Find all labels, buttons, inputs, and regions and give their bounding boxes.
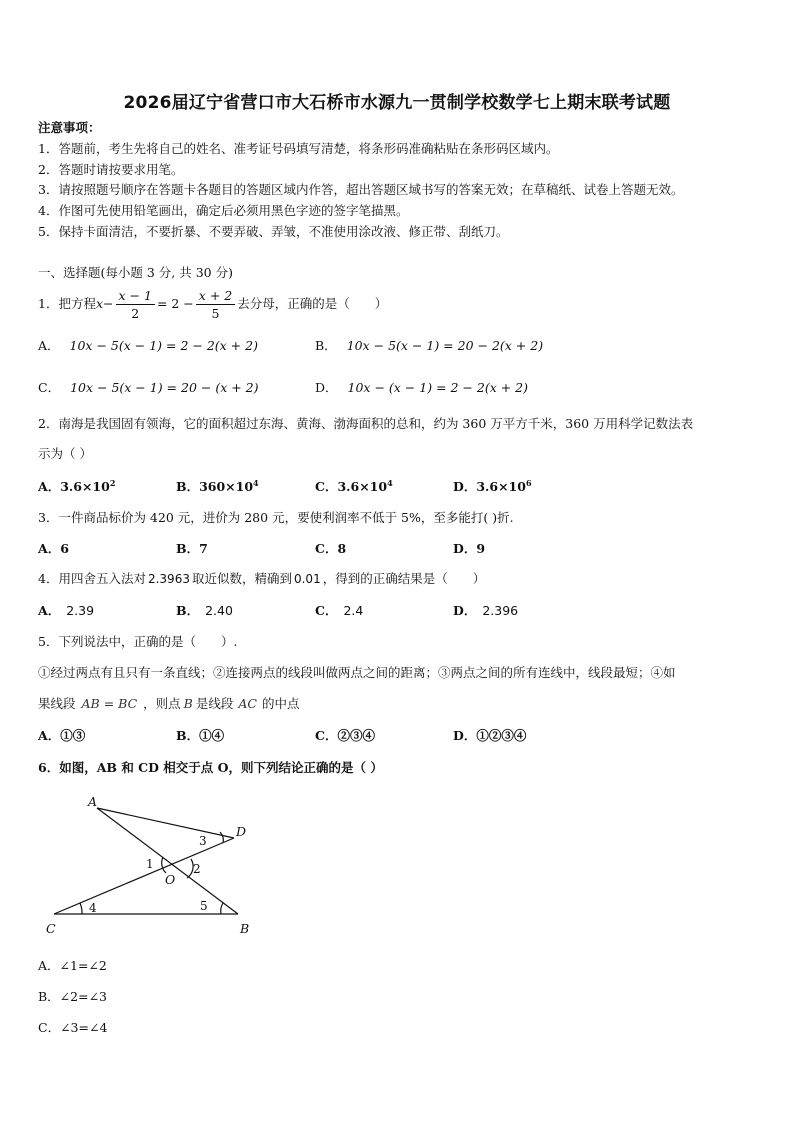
q1-option-c-text: 10x − 5(x − 1) = 20 − (x + 2): [70, 380, 259, 395]
q4-option-d[interactable]: [453, 603, 518, 619]
q2-option-c-exponent: 4: [387, 478, 393, 488]
q4-option-c-text: 2.4: [343, 603, 364, 618]
angle-5-arc: [221, 903, 223, 914]
q3-option-c[interactable]: C．8: [315, 541, 347, 556]
q2-option-a[interactable]: [38, 479, 115, 495]
q1-option-c-label: C．: [38, 380, 61, 395]
q2-option-b[interactable]: [176, 479, 259, 495]
q2-option-d-text: D．3.6×10: [453, 479, 526, 494]
q2-option-d-exponent: 6: [525, 478, 532, 488]
question-5-statements-line-1: ①经过两点有且只有一条直线；②连接两点的线段叫做两点之间的距离；③两点之间的所有连线中，线段最短；④如: [38, 665, 676, 680]
q4-option-a[interactable]: [38, 603, 94, 619]
angle-4-arc: [80, 903, 82, 914]
q4-option-b-text: 2.40: [205, 603, 233, 618]
q3-option-a[interactable]: A．6: [38, 541, 69, 556]
angle-1-label: 1: [146, 857, 154, 871]
q2-option-a-exponent: 2: [109, 478, 116, 488]
q4-option-c-label: C．: [315, 603, 338, 618]
q1-option-c[interactable]: [38, 380, 259, 396]
q2-option-b-exponent: 4: [253, 478, 259, 488]
page-title: 2026届辽宁省营口市大石桥市水源九一贯制学校数学七上期末联考试题: [123, 93, 671, 113]
q5-line2-math: AB = BC: [81, 696, 138, 711]
q1-option-d[interactable]: [315, 380, 528, 396]
question-3: 3．一件商品标价为 420 元，进价为 280 元，要使利润率不低于 5%，至多能打( )折.: [38, 510, 514, 525]
q2-option-c-text: C．3.6×10: [315, 479, 388, 494]
notice-item-5: 5．保持卡面清洁，不要折暴、不要弄破、弄皱，不准使用涂改液、修正带、刮纸刀。: [38, 224, 509, 239]
q2-option-a-text: A．3.6×10: [38, 479, 110, 494]
q4-option-a-label: A．: [38, 603, 61, 618]
q2-option-b-text: B．360×10: [176, 479, 254, 494]
question-5: 5．下列说法中，正确的是（ ）.: [38, 634, 238, 649]
q1-option-a-text: 10x − 5(x − 1) = 2 − 2(x + 2): [69, 338, 258, 353]
angle-5-label: 5: [200, 899, 208, 913]
q4-value-1: 2.3963: [147, 572, 190, 586]
q1-x: x: [95, 296, 104, 311]
notice-item-2: 2．答题时请按要求用笔。: [38, 162, 184, 177]
q4-option-a-text: 2.39: [66, 603, 95, 618]
q5-line2-d: 是线段: [195, 696, 234, 711]
q3-option-d[interactable]: D．9: [453, 541, 486, 556]
section-heading: 一、选择题(每小题 3 分, 共 30 分): [38, 265, 233, 280]
q3-option-b[interactable]: B．7: [176, 541, 208, 556]
q5-line2-b: ，则点: [143, 696, 181, 711]
q4-text-1: 4．用四舍五入法对: [38, 571, 146, 586]
q5-line2-point-b: B: [183, 696, 193, 711]
q5-line2-ac: AC: [238, 696, 257, 711]
q1-prefix: 1．把方程: [38, 296, 96, 311]
q6-option-b[interactable]: B．∠2=∠3: [38, 989, 108, 1004]
question-6: 6．如图，AB 和 CD 相交于点 O，则下列结论正确的是（ ）: [38, 760, 383, 775]
q4-option-d-label: D．: [453, 603, 477, 618]
q4-option-b-label: B．: [176, 603, 200, 618]
q1-fraction-1: [116, 288, 155, 321]
q4-option-d-text: 2.396: [482, 603, 519, 618]
q1-option-d-label: D．: [315, 380, 338, 395]
q4-value-2: 0.01: [293, 572, 321, 586]
question-5-statements-line-2: [38, 696, 299, 712]
q2-option-d[interactable]: [453, 479, 532, 495]
label-c: C: [46, 921, 56, 936]
notice-item-4: 4．作图可先使用铅笔画出，确定后必须用黑色字迹的签字笔描黑。: [38, 203, 409, 218]
q4-text-3: ，得到的正确结果是（ ）: [322, 571, 486, 586]
q1-option-b[interactable]: [315, 338, 543, 354]
q1-option-a[interactable]: [38, 338, 258, 354]
q4-text-2: 取近似数，精确到: [191, 571, 292, 586]
label-b: B: [240, 921, 250, 936]
q5-line2-a: 果线段: [38, 696, 76, 711]
intersecting-lines-figure: [36, 788, 266, 948]
q2-option-c[interactable]: [315, 479, 393, 495]
angle-2-label: 2: [193, 862, 201, 876]
q1-option-b-text: 10x − 5(x − 1) = 20 − 2(x + 2): [346, 338, 544, 353]
question-1: [38, 287, 387, 321]
angle-3-label: 3: [199, 834, 207, 848]
q6-option-c[interactable]: C．∠3=∠4: [38, 1020, 108, 1035]
label-a: A: [88, 794, 98, 809]
q1-tail: 去分母，正确的是（ ）: [237, 296, 388, 311]
question-4: [38, 571, 485, 587]
q1-fraction-1-numerator: x − 1: [116, 288, 155, 305]
label-o: O: [165, 872, 176, 887]
q1-minus: −: [103, 296, 114, 311]
q1-fraction-2-denominator: 5: [211, 306, 220, 321]
q1-fraction-2: [196, 288, 235, 321]
notice-item-1: 1．答题前，考生先将自己的姓名、准考证号码填写清楚，将条形码准确粘贴在条形码区域内。: [38, 141, 559, 156]
q1-option-b-label: B．: [315, 338, 337, 353]
q4-option-b[interactable]: [176, 603, 233, 619]
q5-line2-f: 的中点: [261, 696, 300, 711]
q1-option-a-label: A．: [38, 338, 60, 353]
q5-option-c[interactable]: C．②③④: [315, 728, 375, 743]
q1-fraction-2-numerator: x + 2: [196, 288, 235, 305]
q5-option-b[interactable]: B．①④: [176, 728, 225, 743]
angle-3-arc: [220, 832, 223, 843]
q1-option-d-text: 10x − (x − 1) = 2 − 2(x + 2): [347, 380, 529, 395]
notice-heading: 注意事项：: [38, 120, 101, 135]
q1-fraction-1-denominator: 2: [131, 306, 140, 321]
label-d: D: [236, 824, 247, 839]
q4-option-c[interactable]: [315, 603, 363, 619]
q5-option-a[interactable]: A．①③: [38, 728, 86, 743]
question-2-line-2: 示为（ ）: [38, 446, 92, 461]
q6-option-a[interactable]: A．∠1=∠2: [38, 958, 107, 973]
angle-4-label: 4: [89, 901, 97, 915]
q5-option-d[interactable]: D．①②③④: [453, 728, 527, 743]
question-2-line-1: 2．南海是我国固有领海，它的面积超过东海、黄海、渤海面积的总和，约为 360 万平方千米，360 万用科学记数法表: [38, 416, 694, 431]
q1-equals: = 2 −: [156, 296, 194, 311]
notice-item-3: 3．请按照题号顺序在答题卡各题目的答题区域内作答，超出答题区域书写的答案无效；在草稿纸、试卷上答题无效。: [38, 182, 684, 197]
